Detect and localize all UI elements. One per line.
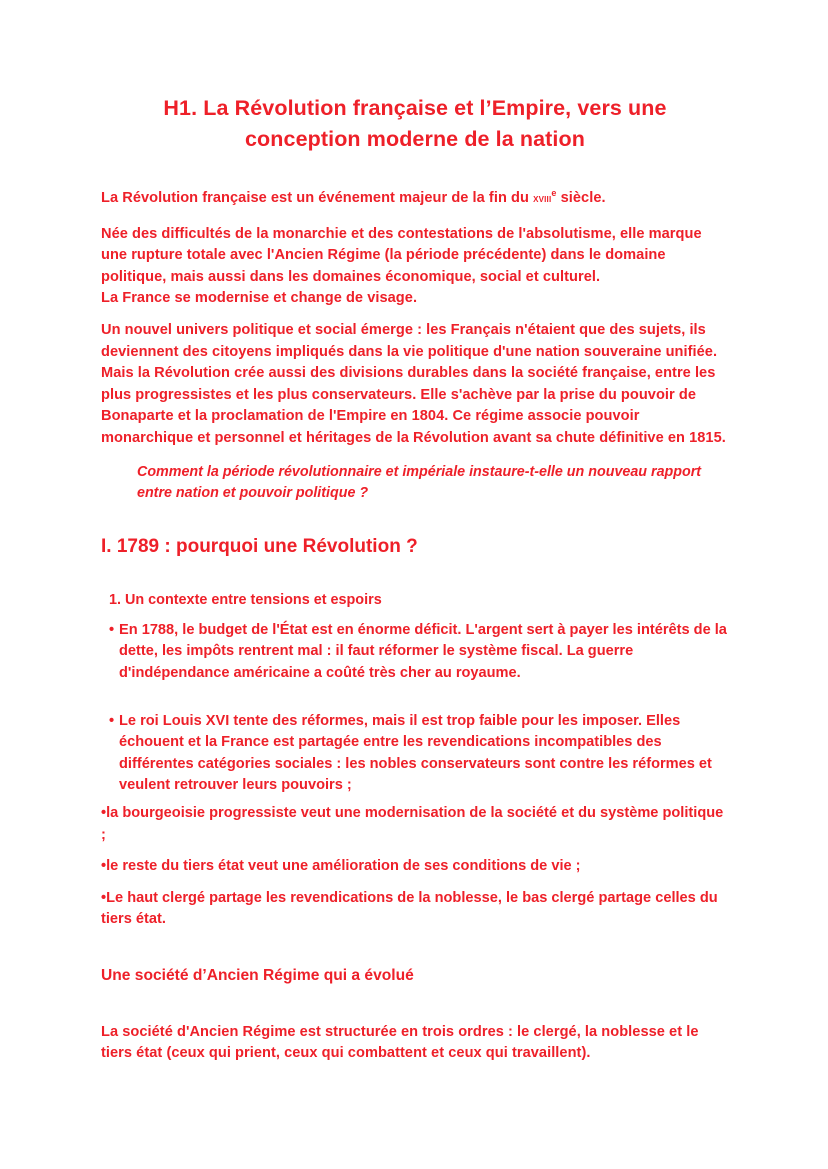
spacer: [101, 846, 729, 856]
document-content: [101, 0, 729, 1065]
list-item: •Le haut clergé partage les revendications de la noblesse, le bas clergé partage celles du tiers état.: [101, 889, 718, 928]
spacer: [101, 878, 729, 888]
intro-paragraph-2: Née des difficultés de la monarchie et des contestations de l'absolutisme, elle marque une rupture totale avec l'Ancien Régime (la période précédente) dans le domaine politique, mais aussi dans les domaines économique, social et culturel.: [101, 225, 702, 285]
list-item: •la bourgeoisie progressiste veut une modernisation de la société et du système politique ;: [101, 804, 724, 843]
list-item-text: En 1788, le budget de l'État est en énorme déficit. L'argent sert à payer les intérêts de la dette, les impôts rentrent mal : il faut réformer le système fiscal. La guerre d'indépendance américaine a coûté très cher au royaume.: [119, 621, 727, 681]
list-item: [109, 711, 729, 797]
problematic-question: Comment la période révolutionnaire et impériale instaure-t-elle un nouveau rapport entre nation et pouvoir politique ?: [137, 463, 702, 501]
spacer: [101, 685, 729, 711]
section-heading-1: I. 1789 : pourquoi une Révolution ?: [101, 535, 418, 557]
intro-paragraph-5: Mais la Révolution crée aussi des divisions durables dans la société française, entre les plus progressistes et les plus conservateurs. Elle s'achève par la prise du pouvoir de Bonaparte et la proclamation de l'Empire en 1804. Ce régime associe pouvoir monarchique et personnel et héritages de la Révolution avant sa chute définitive en 1815.: [101, 365, 726, 446]
list-item: •le reste du tiers état veut une amélioration de ses conditions de vie ;: [101, 858, 581, 875]
title-block: [101, 0, 729, 154]
page-title-line-1: H1. La Révolution française et l’Empire, vers une: [163, 96, 667, 120]
spacer: [101, 210, 729, 224]
intro-paragraph-3: La France se modernise et change de visage.: [101, 290, 418, 307]
subsection-heading-ancien-regime: Une société d’Ancien Régime qui a évolué: [101, 966, 414, 984]
intro-paragraph-1: [101, 188, 729, 210]
spacer: [101, 154, 729, 188]
list-item-text: Le roi Louis XVI tente des réformes, mais il est trop faible pour les imposer. Elles échouent et la France est partagée entre les revendications incompatibles des différentes catégories sociales : les nobles conservateurs sont contre les réformes et veulent retrouver leurs pouvoirs ;: [119, 712, 712, 794]
list-item: [109, 620, 729, 685]
spacer: [101, 988, 729, 1022]
intro-paragraph-4: Un nouvel univers politique et social émerge : les Français n'étaient que des sujets, ils deviennent des citoyens impliqués dans la vie politique d'une nation souveraine unifiée.: [101, 322, 718, 360]
spacer: [101, 931, 729, 965]
page-title-line-2: conception moderne de la nation: [245, 126, 585, 151]
bullet-icon: •: [109, 621, 115, 638]
spacer: [101, 612, 729, 620]
century-roman-numeral: xviii: [533, 191, 552, 206]
century-ordinal-suffix: e: [551, 188, 557, 199]
spacer: [101, 450, 729, 462]
spacer: [101, 310, 729, 320]
intro-p1-text-after: siècle.: [556, 190, 606, 207]
page-title: [101, 93, 729, 154]
intro-p1-text-before: La Révolution française est un événement majeur de la fin du: [101, 190, 534, 207]
spacer: [101, 560, 729, 590]
subheading-1-1: 1. Un contexte entre tensions et espoirs: [109, 592, 382, 609]
subsection-paragraph: La société d'Ancien Régime est structurée en trois ordres : le clergé, la noblesse et le tiers état (ceux qui prient, ceux qui combattent et ceux qui travaillent).: [101, 1023, 699, 1062]
spacer: [101, 504, 729, 534]
bullet-icon: •: [109, 712, 115, 729]
